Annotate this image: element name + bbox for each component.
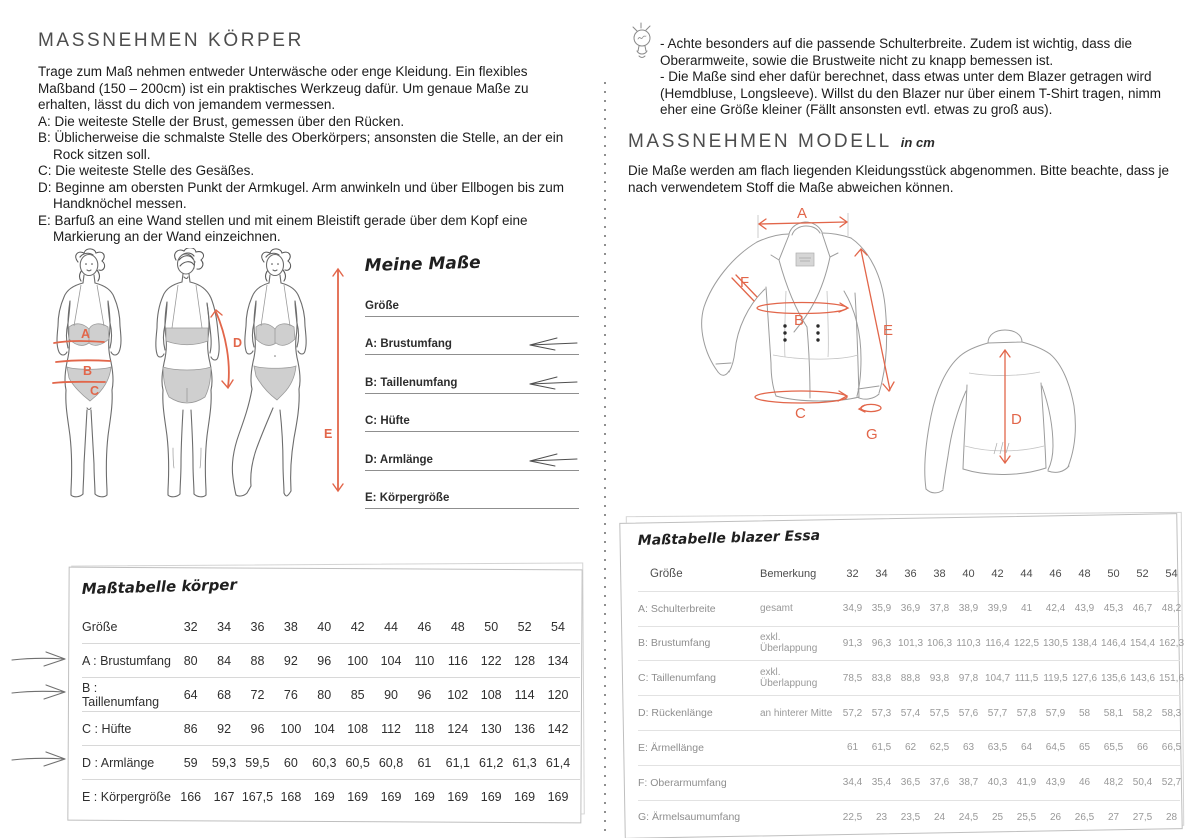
measure-instructions <box>38 114 579 246</box>
table-row <box>82 780 580 813</box>
table-cell: 110,3 <box>956 637 981 649</box>
table-cell: 127,6 <box>1071 672 1098 684</box>
diagram-label-e: E <box>883 322 894 339</box>
row-note: exkl. Überlappung <box>760 667 818 690</box>
table-cell: 154,4 <box>1129 637 1156 649</box>
row-label: B: Brustumfang <box>638 637 711 650</box>
table-cell: 80 <box>183 653 198 668</box>
figure-label-b: B <box>83 364 93 378</box>
size-header: 38 <box>283 619 298 634</box>
table-cell: 41,9 <box>1016 777 1037 789</box>
size-header: 52 <box>1136 567 1149 580</box>
table-cell: 76 <box>283 687 298 702</box>
table-cell: 100 <box>347 653 369 668</box>
table-cell: 135,6 <box>1100 672 1127 684</box>
modell-intro: Die Maße werden am flach liegenden Kleidungsstück abgenommen. Bitte beachte, dass je nach verwendetem Stoff die Maße abweichen können. <box>628 163 1170 195</box>
table-cell: 43,9 <box>1045 777 1066 789</box>
column-header-size: Größe <box>650 567 683 580</box>
table-cell: 41 <box>1020 603 1033 615</box>
table-cell: 24 <box>933 811 946 823</box>
table-cell: 61,4 <box>545 755 571 770</box>
table-cell: 60,8 <box>378 755 404 770</box>
size-header: 54 <box>1165 567 1178 580</box>
table-cell: 169 <box>447 789 469 804</box>
instruction-item: B: Üblicherweise die schmalste Stelle des Oberkörpers; ansonsten die Stelle, an der ein Rock sitzen soll. <box>38 130 564 162</box>
koerper-intro-block <box>38 64 579 246</box>
diagram-label-g: G <box>866 426 878 443</box>
size-header: 48 <box>450 619 465 634</box>
page-title-koerper: MASSNEHMEN KÖRPER <box>38 30 304 51</box>
table-cell: 63 <box>962 742 975 754</box>
table-cell: 138,4 <box>1071 637 1098 649</box>
table-cell: 36,9 <box>900 603 921 615</box>
table-row <box>82 712 580 746</box>
table-cell: 130,5 <box>1042 637 1069 649</box>
table-cell: 110 <box>414 653 435 668</box>
size-header: 50 <box>484 619 499 634</box>
table-cell: 35,9 <box>871 603 892 615</box>
figure-label-d: D <box>233 336 243 350</box>
table-cell: 57,9 <box>1045 707 1066 719</box>
table-cell: 116,4 <box>985 637 1010 649</box>
row-label: G: Ärmelsaumumfang <box>638 811 741 824</box>
form-field-label: B: Taillenumfang <box>365 376 458 389</box>
table-cell: 96 <box>250 721 265 736</box>
table-cell: 27 <box>1107 811 1120 823</box>
column-header-note: Bemerkung <box>760 567 817 580</box>
table-cell: 27,5 <box>1132 811 1153 823</box>
hand-arrow-left-icon <box>527 375 579 391</box>
size-header: 46 <box>1049 567 1062 580</box>
table-cell: 42,4 <box>1045 603 1066 615</box>
table-cell: 59,5 <box>245 755 270 770</box>
table-cell: 101,3 <box>897 637 924 649</box>
table-cell: 58,2 <box>1132 707 1153 719</box>
row-note: an hinterer Mitte <box>760 707 833 719</box>
blazer-table-grid <box>638 557 1185 834</box>
hand-arrow-left-icon <box>527 452 579 468</box>
diagram-label-f: F <box>740 274 750 291</box>
size-header: 42 <box>350 619 365 634</box>
table-cell: 61,2 <box>479 755 504 770</box>
table-cell: 134 <box>547 653 569 668</box>
table-cell: 65,5 <box>1103 742 1124 754</box>
table-cell: 66,5 <box>1161 742 1182 754</box>
size-header: 44 <box>384 619 398 634</box>
table-cell: 119,5 <box>1043 672 1068 684</box>
lightbulb-icon <box>626 22 658 62</box>
size-header: 34 <box>217 619 232 634</box>
table-cell: 45,3 <box>1103 603 1124 615</box>
table-cell: 68 <box>217 687 232 702</box>
table-cell: 24,5 <box>958 811 979 823</box>
table-cell: 130 <box>480 721 502 736</box>
table-cell: 72 <box>250 687 265 702</box>
form-field-label: D: Armlänge <box>365 453 433 466</box>
tip-item: - Die Maße sind eher dafür berechnet, dass etwas unter dem Blazer getragen wird (Hemdbluse, Longsleeve). Willst du den Blazer nur über einem T-Shirt tragen, nimm eher eine Größe kleiner (Fällt ansonsten evtl. etwas zu groß aus). <box>660 69 1161 117</box>
table-cell: 61,3 <box>512 755 537 770</box>
table-cell: 124 <box>447 721 469 736</box>
table-cell: 104 <box>313 721 335 736</box>
table-cell: 143,6 <box>1129 672 1156 684</box>
table-row <box>638 731 1180 766</box>
table-row <box>638 766 1180 801</box>
table-cell: 169 <box>480 789 502 804</box>
table-cell: 114 <box>514 687 535 702</box>
table-cell: 118 <box>414 721 435 736</box>
table-cell: 88 <box>250 653 265 668</box>
row-label: A : Brustumfang <box>82 653 171 668</box>
koerper-table-grid <box>82 610 580 813</box>
table-cell: 80 <box>317 687 332 702</box>
intro-paragraph: Trage zum Maß nehmen entweder Unterwäsche oder enge Kleidung. Ein flexibles Maßband (150 – 200cm) ist ein praktisches Werkzeug dafür. Um genaue Maße zu erhalten, lässt du dich von jemandem vermessen. <box>38 64 529 112</box>
table-cell: 136 <box>514 721 536 736</box>
modell-title-text: MASSNEHMEN MODELL <box>628 131 892 152</box>
table-cell: 57,6 <box>958 707 979 719</box>
figure-label-c: C <box>90 384 100 398</box>
table-cell: 64 <box>183 687 198 702</box>
table-cell: 25 <box>991 811 1004 823</box>
table-cell: 83,8 <box>871 672 892 684</box>
row-label: F: Oberarmumfang <box>638 776 727 789</box>
table-header-row <box>82 610 580 644</box>
figure-label-a: A <box>81 327 91 341</box>
size-header: 32 <box>846 567 859 580</box>
diagram-label-b: B <box>794 312 805 329</box>
table-cell: 162,3 <box>1158 637 1185 649</box>
row-label: E: Ärmellänge <box>638 741 704 754</box>
size-header: 34 <box>875 567 888 580</box>
table-cell: 60 <box>283 755 298 770</box>
table-cell: 92 <box>283 653 298 668</box>
table-cell: 61 <box>846 742 859 754</box>
meine-masse-title: Meine Maße <box>364 252 481 277</box>
table-cell: 90 <box>384 687 398 702</box>
form-field <box>365 394 579 433</box>
table-cell: 122,5 <box>1013 637 1040 649</box>
page-title-modell <box>628 131 935 153</box>
instruction-item: E: Barfuß an eine Wand stellen und mit einem Bleistift gerade über dem Kopf eine Markierung an der Wand einzeichnen. <box>38 212 528 244</box>
table-cell: 57,4 <box>900 707 921 719</box>
row-label: E : Körpergröße <box>82 789 171 804</box>
table-cell: 108 <box>347 721 369 736</box>
table-cell: 60,5 <box>345 755 370 770</box>
table-cell: 57,5 <box>929 707 950 719</box>
table-cell: 91,3 <box>842 637 863 649</box>
table-cell: 122 <box>480 653 502 668</box>
blazer-diagram <box>628 205 1188 520</box>
table-cell: 166 <box>180 789 202 804</box>
size-header: 50 <box>1107 567 1120 580</box>
table-cell: 36,5 <box>900 777 921 789</box>
table-cell: 86 <box>183 721 198 736</box>
table-cell: 34,4 <box>842 777 863 789</box>
row-label: A: Schulterbreite <box>638 602 716 615</box>
form-field-label: E: Körpergröße <box>365 492 450 504</box>
inner-brand-tag <box>796 253 814 266</box>
table-cell: 59 <box>183 755 198 770</box>
table-cell: 112 <box>381 721 401 736</box>
table-row <box>638 801 1180 835</box>
table-cell: 128 <box>514 653 536 668</box>
table-cell: 57,8 <box>1016 707 1037 719</box>
form-field <box>365 471 579 510</box>
koerper-table-title: Maßtabelle körper <box>81 575 238 598</box>
table-cell: 23 <box>875 811 888 823</box>
table-cell: 93,8 <box>929 672 950 684</box>
table-cell: 39,9 <box>987 603 1008 615</box>
table-cell: 40,3 <box>987 777 1008 789</box>
table-cell: 35,4 <box>871 777 892 789</box>
table-cell: 34,9 <box>842 603 863 615</box>
diagram-label-c: C <box>795 405 806 422</box>
table-cell: 60,3 <box>312 755 337 770</box>
size-header: 46 <box>417 619 432 634</box>
size-header: 54 <box>551 619 565 634</box>
hand-arrow-left-icon <box>527 336 579 352</box>
size-header: 38 <box>933 567 946 580</box>
tip-block <box>660 36 1177 119</box>
table-cell: 169 <box>313 789 335 804</box>
table-cell: 52,7 <box>1161 777 1182 789</box>
table-cell: 61,5 <box>871 742 892 754</box>
size-header: 48 <box>1078 567 1091 580</box>
table-cell: 169 <box>347 789 369 804</box>
column-divider <box>604 82 606 838</box>
table-cell: 26 <box>1049 811 1062 823</box>
table-header-row <box>638 557 1180 592</box>
table-row <box>638 592 1180 627</box>
table-row <box>638 627 1185 662</box>
table-cell: 62 <box>904 742 917 754</box>
table-row <box>638 696 1180 731</box>
table-cell: 169 <box>380 789 402 804</box>
table-cell: 61,1 <box>445 755 470 770</box>
table-cell: 59,3 <box>211 755 237 770</box>
figure-label-e: E <box>324 427 333 441</box>
table-cell: 62,5 <box>929 742 950 754</box>
table-row <box>82 678 580 712</box>
row-note: gesamt <box>760 603 793 615</box>
table-cell: 46 <box>1078 777 1091 789</box>
table-cell: 104,7 <box>984 672 1011 684</box>
table-cell: 64 <box>1020 742 1033 754</box>
table-cell: 169 <box>547 789 569 804</box>
table-cell: 78,5 <box>842 672 863 684</box>
size-header: 40 <box>317 619 332 634</box>
table-cell: 102 <box>447 687 469 702</box>
row-label: D: Rückenlänge <box>638 707 713 720</box>
form-field <box>365 432 579 471</box>
row-note: exkl. Überlappung <box>760 632 818 655</box>
table-cell: 57,3 <box>871 707 892 719</box>
table-cell: 142 <box>547 721 569 736</box>
table-cell: 57,2 <box>842 707 863 719</box>
blazer-table <box>622 518 1185 832</box>
meine-masse-form <box>364 252 579 509</box>
table-cell: 37,8 <box>929 603 950 615</box>
table-cell: 92 <box>217 721 232 736</box>
table-cell: 111,5 <box>1014 672 1039 684</box>
table-cell: 25,5 <box>1016 811 1037 823</box>
row-label: C: Taillenumfang <box>638 672 717 685</box>
table-cell: 108 <box>480 687 502 702</box>
instruction-item: C: Die weiteste Stelle des Gesäßes. <box>38 163 255 178</box>
size-header: 40 <box>962 567 975 580</box>
form-field-label: C: Hüfte <box>365 415 410 427</box>
table-cell: 57,7 <box>987 707 1008 719</box>
meine-masse-fields <box>365 278 579 509</box>
table-row <box>638 661 1185 696</box>
size-header: 32 <box>183 619 198 634</box>
form-field <box>365 317 579 356</box>
table-cell: 146,4 <box>1100 637 1127 649</box>
margin-arrows <box>10 648 68 778</box>
form-field <box>365 355 579 394</box>
instruction-item: D: Beginne am obersten Punkt der Armkugel. Arm anwinkeln und über Ellbogen bis zum Handknöchel messen. <box>38 179 565 211</box>
body-figures-illustration <box>35 248 347 503</box>
instruction-item: A: Die weiteste Stelle der Brust, gemessen über den Rücken. <box>38 113 405 129</box>
table-cell: 85 <box>350 687 365 702</box>
table-cell: 84 <box>217 653 232 668</box>
table-cell: 37,6 <box>929 777 950 789</box>
table-cell: 58 <box>1078 707 1091 719</box>
tip-item: - Achte besonders auf die passende Schulterbreite. Zudem ist wichtig, dass die Oberarmweite, sowie die Brustweite nicht zu knapp bemessen ist. <box>660 36 1133 68</box>
column-header-size: Größe <box>82 619 118 634</box>
table-cell: 43,9 <box>1074 603 1095 615</box>
table-cell: 38,7 <box>958 777 979 789</box>
table-cell: 23,5 <box>900 811 921 823</box>
table-cell: 66 <box>1136 742 1149 754</box>
table-cell: 97,8 <box>958 672 979 684</box>
size-header: 44 <box>1020 567 1033 580</box>
table-cell: 48,2 <box>1161 603 1182 615</box>
table-cell: 38,9 <box>958 603 979 615</box>
table-cell: 151,6 <box>1158 672 1185 684</box>
table-cell: 50,4 <box>1132 777 1153 789</box>
table-cell: 96 <box>417 687 432 702</box>
table-cell: 104 <box>380 653 402 668</box>
table-cell: 169 <box>414 789 435 804</box>
table-cell: 28 <box>1165 811 1178 823</box>
table-cell: 88,8 <box>900 672 921 684</box>
table-cell: 58,3 <box>1161 707 1182 719</box>
table-cell: 64,5 <box>1045 742 1066 754</box>
size-header: 36 <box>250 619 265 634</box>
diagram-label-d: D <box>1011 411 1022 428</box>
table-cell: 96 <box>317 653 332 668</box>
blazer-table-title: Maßtabelle blazer Essa <box>637 527 821 549</box>
table-cell: 106,3 <box>926 637 953 649</box>
table-cell: 46,7 <box>1132 603 1153 615</box>
table-row <box>82 644 580 678</box>
table-cell: 96,3 <box>871 637 892 649</box>
table-cell: 26,5 <box>1074 811 1095 823</box>
table-cell: 58,1 <box>1103 707 1124 719</box>
table-cell: 169 <box>514 789 536 804</box>
row-label: C : Hüfte <box>82 721 132 736</box>
table-cell: 22,5 <box>842 811 863 823</box>
form-field-label: Größe <box>365 299 399 312</box>
koerper-table <box>68 568 580 820</box>
diagram-label-a: A <box>797 205 808 222</box>
row-label: D : Armlänge <box>82 755 155 770</box>
table-cell: 65 <box>1078 742 1091 754</box>
table-cell: 61 <box>417 755 432 770</box>
form-field-label: A: Brustumfang <box>365 338 452 350</box>
row-label: B : Taillenumfang <box>82 680 160 709</box>
table-cell: 167,5 <box>241 789 274 804</box>
modell-unit: in cm <box>900 135 935 150</box>
size-header: 52 <box>517 619 532 634</box>
size-header: 36 <box>904 567 917 580</box>
table-cell: 167 <box>213 789 235 804</box>
table-cell: 100 <box>280 721 302 736</box>
size-header: 42 <box>991 567 1004 580</box>
table-row <box>82 746 580 780</box>
table-cell: 63,5 <box>987 742 1008 754</box>
table-cell: 168 <box>280 789 302 804</box>
table-cell: 48,2 <box>1103 777 1124 789</box>
form-field <box>365 278 579 317</box>
table-cell: 120 <box>547 687 569 702</box>
table-cell: 116 <box>447 653 468 668</box>
